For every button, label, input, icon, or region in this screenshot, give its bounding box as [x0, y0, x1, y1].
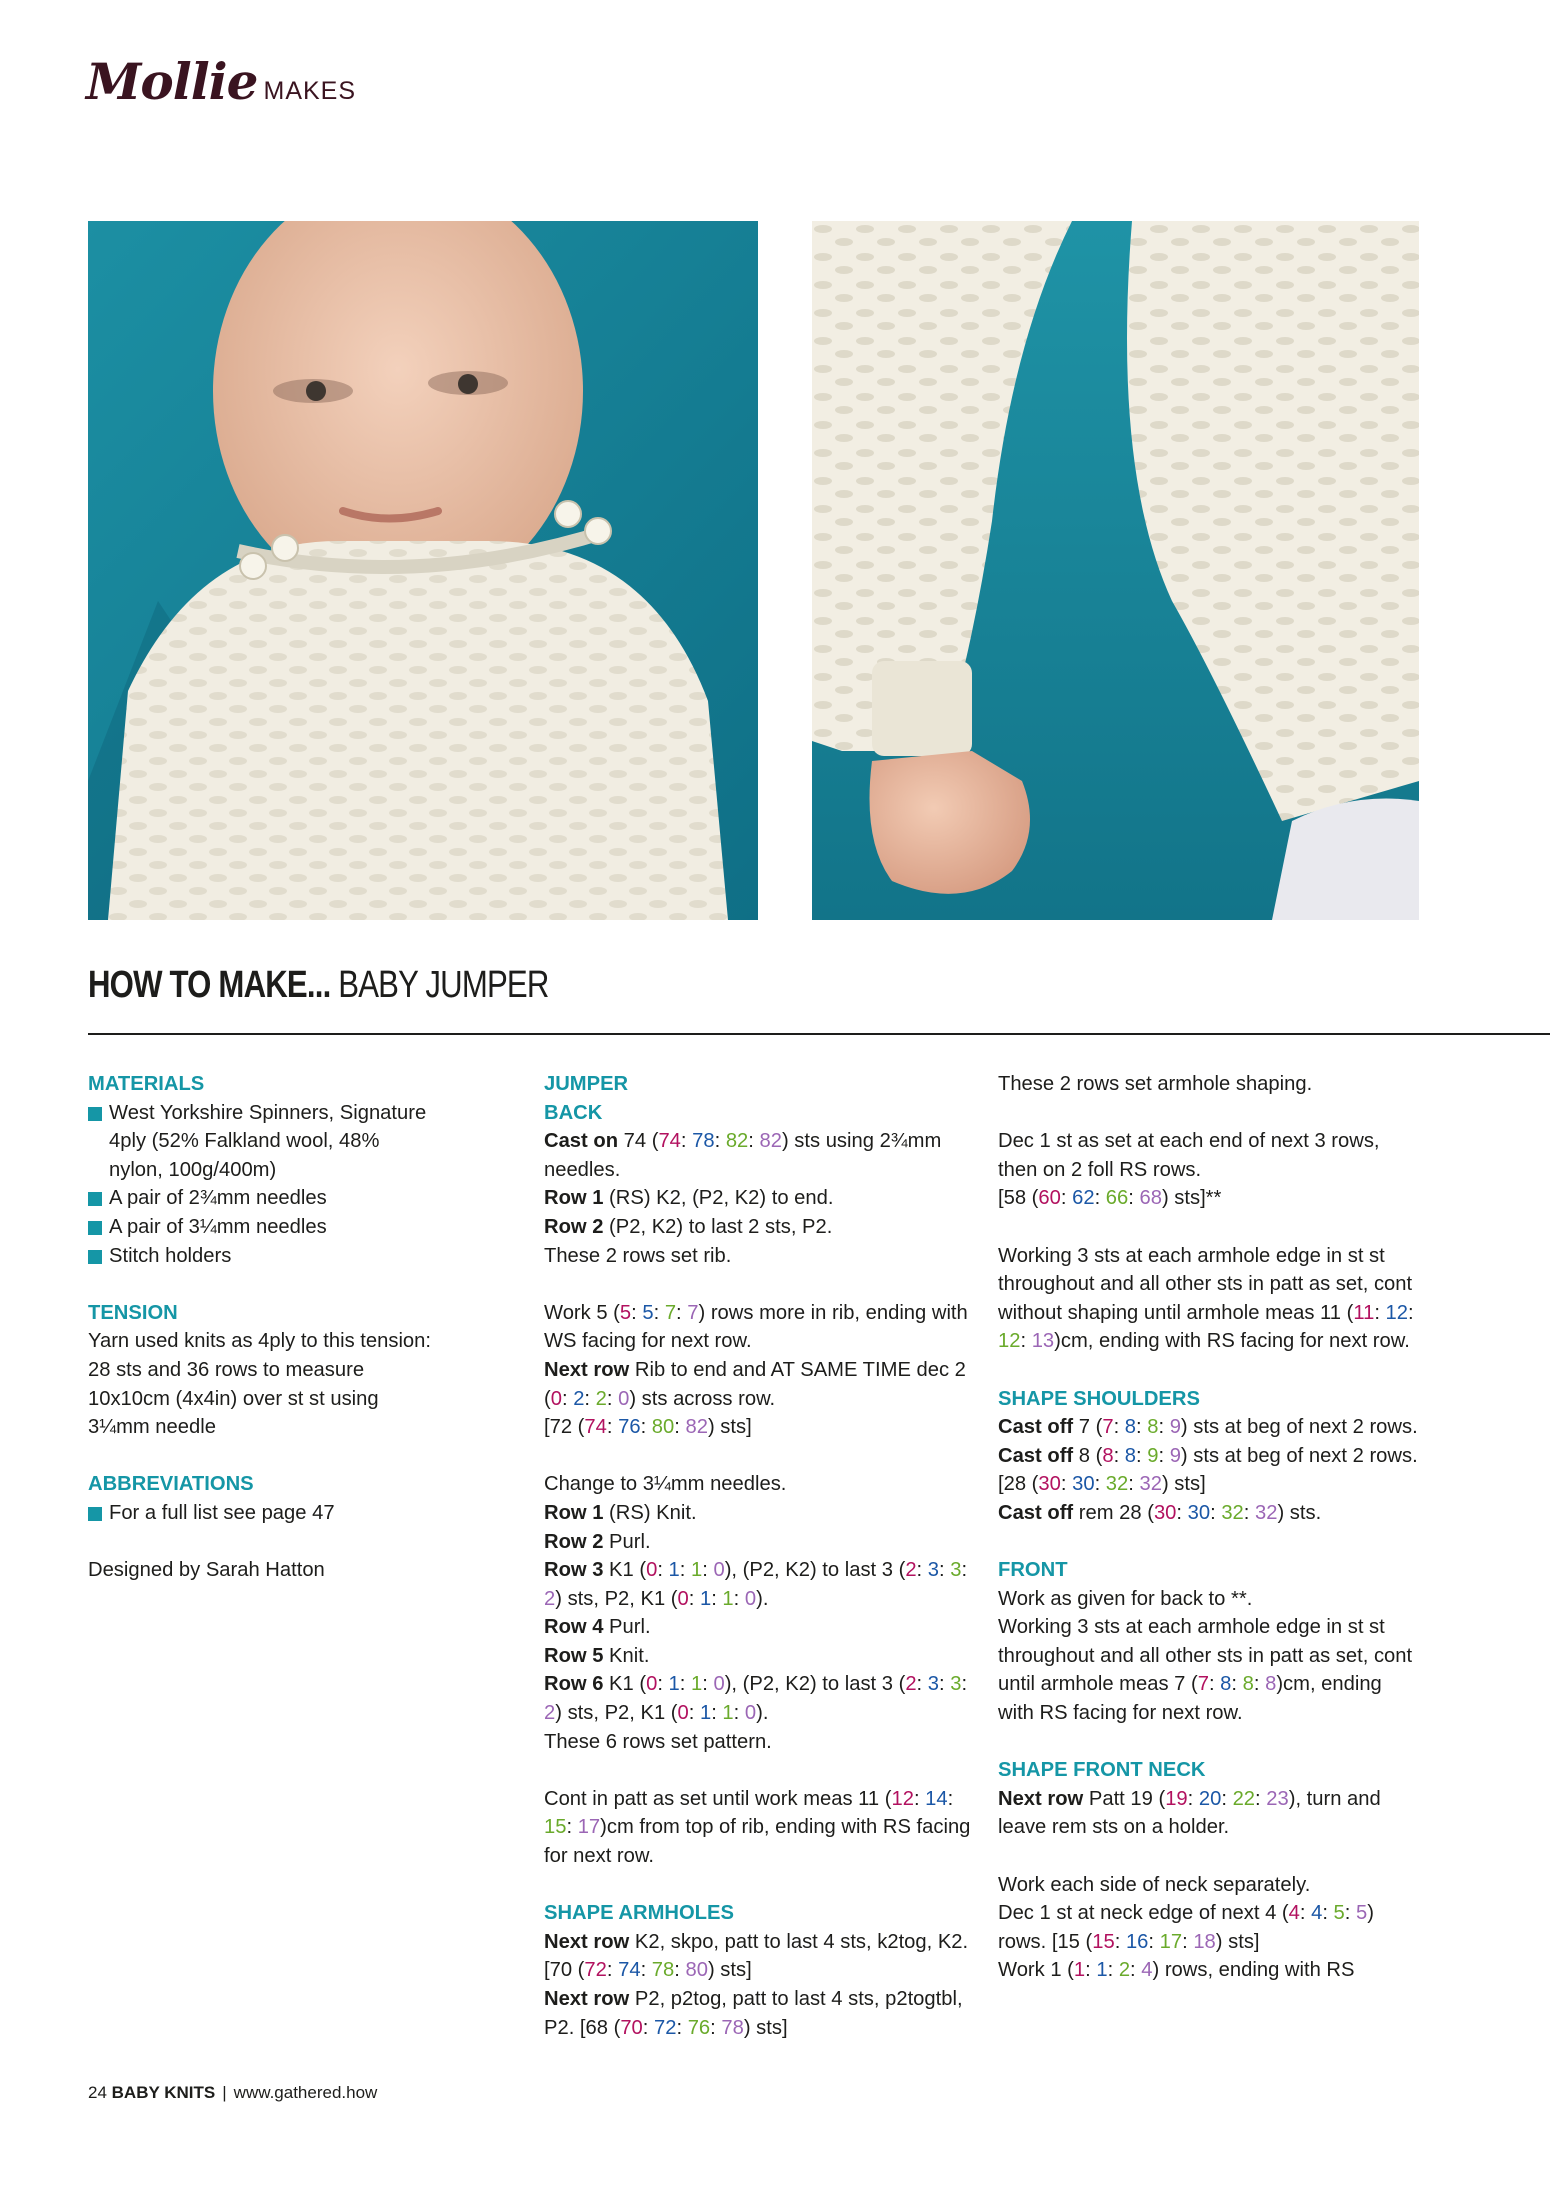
- designer-credit: Designed by Sarah Hatton: [88, 1559, 325, 1582]
- front-instruction-2: Working 3 sts at each armhole edge in st st throughout and all other sts in patt as set, cont until armhole meas 7 (7: 8: 8: 8)cm, ending with RS facing for next row.: [998, 1616, 1413, 1725]
- pattern-row-6: Row 6 K1 (0: 1: 1: 0), (P2, K2) to last 3 (2: 3: 3: 2) sts, P2, K1 (0: 1: 1: 0).: [544, 1673, 968, 1725]
- rib-row-2: Row 2 (P2, K2) to last 2 sts, P2.: [544, 1215, 833, 1238]
- decrease-instruction: Dec 1 st as set at each end of next 3 rows, then on 2 foll RS rows.: [998, 1130, 1380, 1181]
- tension-text: Yarn used knits as 4ply to this tension: 28 sts and 36 rows to measure 10x10cm (4x4in) over st st using 3¼mm needle: [88, 1330, 431, 1439]
- rib-dec-instruction: Next row Rib to end and AT SAME TIME dec 2 (0: 2: 2: 0) sts across row.: [544, 1358, 966, 1410]
- stitch-count-72: [72 (74: 76: 80: 82) sts]: [544, 1416, 752, 1439]
- abbreviations-heading: ABBREVIATIONS: [88, 1473, 254, 1496]
- footer-url[interactable]: www.gathered.how: [233, 2083, 378, 2102]
- jumper-heading: JUMPER: [544, 1073, 629, 1095]
- neck-instruction-3: Dec 1 st at neck edge of next 4 (4: 4: 5: 5) rows. [15 (15: 16: 17: 18) sts]: [998, 1902, 1374, 1953]
- rib-set-note: These 2 rows set rib.: [544, 1244, 732, 1267]
- front-instruction-1: Work as given for back to **.: [998, 1587, 1253, 1610]
- brand-logo: [86, 52, 356, 112]
- baby-wearing-jumper-photo: [88, 221, 758, 920]
- cast-on-instruction: Cast on 74 (74: 78: 82: 82) sts using 2¾mm needles.: [544, 1130, 942, 1181]
- materials-column: [88, 1070, 438, 1585]
- jumper-sleeve-detail-photo: [812, 221, 1419, 920]
- pattern-set-note: These 6 rows set pattern.: [544, 1730, 772, 1753]
- magazine-name: BABY KNITS: [111, 2083, 216, 2102]
- tension-heading: TENSION: [88, 1301, 178, 1324]
- armhole-row-1: Next row K2, skpo, patt to last 4 sts, k2tog, K2. [70 (72: 74: 78: 80) sts]: [544, 1930, 969, 1982]
- pattern-row-5: Row 5 Knit.: [544, 1644, 650, 1667]
- shoulder-cast-off-2: Cast off 8 (8: 8: 9: 9) sts at beg of next 2 rows. [28 (30: 30: 32: 32) sts]: [998, 1444, 1418, 1496]
- sleeve-photo-illustration: [812, 221, 1419, 920]
- baby-photo-illustration: [88, 221, 758, 920]
- pattern-row-2: Row 2 Purl.: [544, 1530, 651, 1553]
- continue-pattern-instruction: Cont in patt as set until work meas 11 (12: 14: 15: 17)cm from top of rib, ending with RS facing for next row.: [544, 1787, 971, 1868]
- neck-instruction-4: Work 1 (1: 1: 2: 4) rows, ending with RS: [998, 1959, 1355, 1982]
- change-needles-note: Change to 3¼mm needles.: [544, 1473, 787, 1496]
- logo-makes-text: MAKES: [263, 77, 357, 105]
- logo-script-text: Mollie: [86, 52, 258, 111]
- shoulder-cast-off-3: Cast off rem 28 (30: 30: 32: 32) sts.: [998, 1501, 1322, 1524]
- abbreviations-item: For a full list see page 47: [88, 1499, 438, 1528]
- pattern-row-4: Row 4 Purl.: [544, 1616, 651, 1639]
- pattern-row-3: Row 3 K1 (0: 1: 1: 0), (P2, K2) to last 3 (2: 3: 3: 2) sts, P2, K1 (0: 1: 1: 0).: [544, 1559, 968, 1610]
- neck-instruction-1: Next row Patt 19 (19: 20: 22: 23), turn and leave rem sts on a holder.: [998, 1787, 1381, 1839]
- page-number: 24: [88, 2083, 107, 2102]
- materials-heading: MATERIALS: [88, 1073, 205, 1095]
- armhole-set-note: These 2 rows set armhole shaping.: [998, 1073, 1313, 1095]
- title-light: BABY JUMPER: [330, 964, 549, 1006]
- armhole-row-2: Next row P2, p2tog, patt to last 4 sts, p2togtbl, P2. [68 (70: 72: 76: 78) sts]: [544, 1988, 963, 2039]
- shape-armholes-heading: SHAPE ARMHOLES: [544, 1902, 734, 1925]
- title-divider: [88, 1033, 1550, 1035]
- pattern-row-1: Row 1 (RS) Knit.: [544, 1501, 697, 1524]
- shape-shoulders-heading: SHAPE SHOULDERS: [998, 1387, 1200, 1410]
- front-heading: FRONT: [998, 1559, 1068, 1582]
- armhole-working-instruction: Working 3 sts at each armhole edge in st st throughout and all other sts in patt as set, cont without shaping until armhole meas 11 (11: 12: 12: 13)cm, ending with RS facing for next row.: [998, 1244, 1414, 1353]
- shoulder-cast-off-1: Cast off 7 (7: 8: 8: 9) sts at beg of next 2 rows.: [998, 1416, 1418, 1439]
- back-heading: BACK: [544, 1101, 603, 1124]
- work-rib-instruction: Work 5 (5: 5: 7: 7) rows more in rib, ending with WS facing for next row.: [544, 1301, 968, 1353]
- materials-item-needles-large: A pair of 3¼mm needles: [88, 1213, 438, 1242]
- shape-front-neck-heading: SHAPE FRONT NECK: [998, 1759, 1206, 1782]
- materials-item-needles-small: A pair of 2¾mm needles: [88, 1184, 438, 1213]
- neck-instruction-2: Work each side of neck separately.: [998, 1873, 1311, 1896]
- page-footer: [88, 2083, 377, 2103]
- footer-separator: |: [222, 2083, 227, 2102]
- page-title: [88, 964, 549, 1007]
- stitch-count-58: [58 (60: 62: 66: 68) sts]**: [998, 1187, 1222, 1210]
- front-instructions-column: [998, 1070, 1418, 1985]
- materials-item-yarn: West Yorkshire Spinners, Signature 4ply (52% Falkland wool, 48% nylon, 100g/400m): [88, 1099, 438, 1185]
- rib-row-1: Row 1 (RS) K2, (P2, K2) to end.: [544, 1187, 834, 1210]
- title-bold: HOW TO MAKE...: [88, 964, 331, 1006]
- back-instructions-column: [544, 1070, 974, 2042]
- materials-item-holders: Stitch holders: [88, 1242, 438, 1271]
